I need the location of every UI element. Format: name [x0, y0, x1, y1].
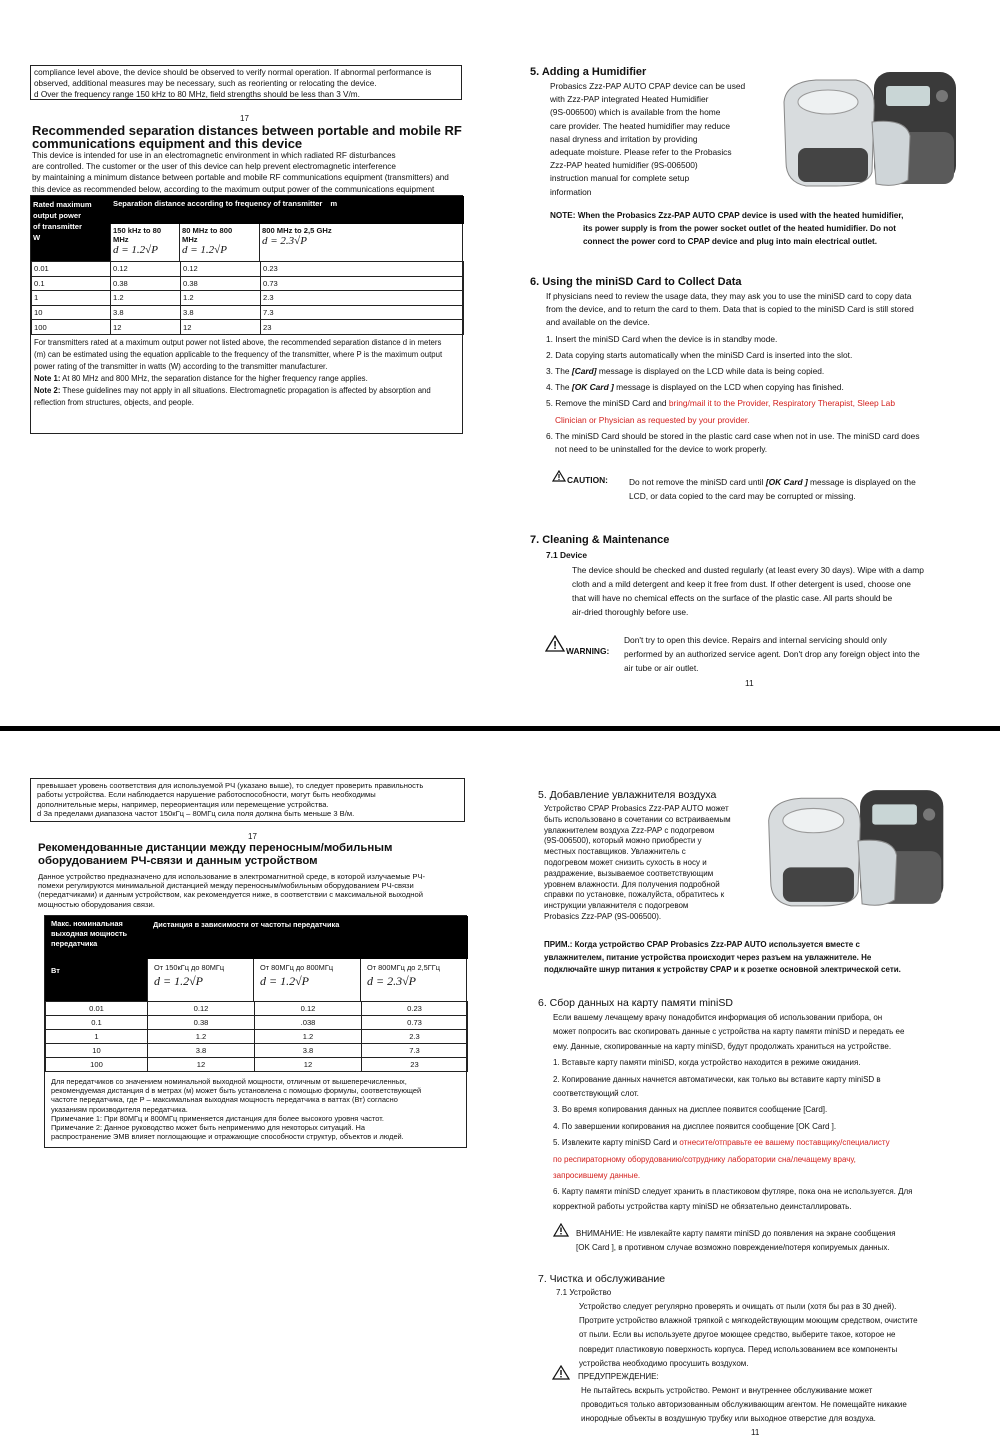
formula: d = 2.3√P: [262, 235, 307, 247]
table-footer: Для передатчиков со значением номинальной выходной мощности, отличным от вышеперечисленных, рекомендуемая дистанция d в метрах (м) может быть установлена с помощью формулы, соответствующей частоте передатчика, где P – максимальная выходная мощность передатчика в ваттах (Вт) согласно указаниям производителя передатчика. Примечание 1: При 80МГц и 800МГц применяется дистанция для более высокого уровня частот. Примечание 2: Данное руководство может быть неприменимо для некоторых ситуаций. На распространение ЭМВ влияет поглощающие и отражающие способности структур, объектов и людей.: [44, 1072, 467, 1148]
top-separation-table: Rated maximum output power of transmitter W Separation distance according to frequency of transmitter m 150 kHz to 80 MHz d = 1.2√P 80 MHz to 800 MHz d = 1.2√P 800 MHz to 2,5 GHz d = 2.3√P 0.01 0.12 0.12 0.23 0.1 0.38 0.38 0.73 1 1.2 1.2 2.3 10 3.8 3.8 7.3 100 12 12 23 For transmitters rated at a maximum output power not listed above, the recommended separation distance d in meters (m) can be estimated using the equation applicable to the frequency of the transmitter, where P is the maximum output power rating of the transmitter in watts (W) according to the transmitter manufacturer. Note 1: At 80 MHz and 800 MHz, the separation distance for the higher frequency range applies. Note 2: These guidelines may not apply in all situations. Electromagnetic propagation is affected by absorption and reflection from structures, objects, and people.: [30, 195, 463, 434]
top-s71-title: 7.1 Device: [546, 550, 587, 560]
table-body: [45, 1001, 468, 1072]
top-left-title: Recommended separation distances between portable and mobile RF communications equipment and this device: [32, 123, 462, 151]
top-left-page-number: 17: [240, 114, 249, 123]
formula: d = 1.2√P: [182, 244, 227, 256]
bottom-right-page-number: 11: [751, 1428, 760, 1437]
bottom-s5-title: 5. Добавление увлажнителя воздуха: [538, 789, 717, 801]
bottom-left-page-number: 17: [248, 832, 257, 841]
bottom-s71-body: Устройство следует регулярно проверять и очищать от пыли (хотя бы раз в 30 дней). Протрите устройство влажной тряпкой с мягкодействующим моющим средством, очистите от пыли. Если вы используете другое моющее средство, выберите такое, которое не повредит пластиковую поверхность корпуса. Перед использованием все компоненты устройства необходимо просушить воздухом.: [579, 1302, 918, 1368]
hdr-separation: Separation distance according to frequency of transmitter: [113, 199, 323, 208]
formula: d = 1.2√P: [260, 974, 310, 988]
top-s6-body: If physicians need to review the usage data, they may ask you to use the miniSD card to copy data from the device, and to return the card to them. Data that is copied to the miniSD Card is still stored and available on the device. 1. Insert the miniSD Card when the device is in standby mode. 2. Data copying starts automatically when the miniSD Card is inserted into the slot. 3. The [Card] message is displayed on the LCD while data is being copied. 4. The [OK Card ] message is displayed on the LCD when copying has finished. 5. Remove the miniSD Card and bring/mail it to the Provider, Respiratory Therapist, Sleep Lab Clinician or Physician as requested by your provider. 6. The miniSD Card should be stored in the plastic card case when not in use. The miniSD card does not need to be uninstalled for the device to work properly.: [546, 291, 920, 455]
col-150khz: От 150кГц до 80МГц: [154, 963, 225, 972]
humidifier-image: [776, 62, 964, 192]
top-s5-title: 5. Adding a Humidifier: [530, 66, 647, 78]
bottom-left-note-box: превышает уровень соответствия для используемой РЧ (указано выше), то следует проверить правильность работы устройства. Если наблюдается нарушение работоспособности, могут быть необходимы дополнительные меры, например, переориентация или перемещение устройства. d За пределами диапазона частот 150кГц – 80МГц сила поля должна быть меньше 3 В/м.: [30, 778, 465, 822]
note-line: compliance level above, the device should be observed to verify normal operation. If abnormal performance is: [34, 68, 432, 77]
top-left-note-box: [30, 65, 462, 100]
top-s5-body: Probasics Zzz-PAP AUTO CPAP device can be used with Zzz-PAP integrated Heated Humidifier (9S-006500) which is available from the home care provider. The heated humidifier may reduce nasal dryness and irritation by providing adequate moisture. Please refer to the Probasics Zzz-PAP heated humidifier (9S-006500) instruction manual for complete setup information: [550, 81, 746, 197]
col-80mhz: От 80МГц до 800МГц: [260, 963, 334, 972]
table-row: 100 12 12 23: [46, 1058, 468, 1072]
top-s7-title: 7. Cleaning & Maintenance: [530, 534, 670, 546]
warning-triangle-icon: [545, 635, 565, 652]
top-s6-title: 6. Using the miniSD Card to Collect Data: [530, 276, 742, 288]
warning-triangle-icon: [553, 1223, 569, 1237]
note-line: d Over the frequency range 150 kHz to 80 MHz, field strengths should be less than 3 V/m.: [34, 90, 360, 100]
table-body: [31, 261, 464, 335]
table-row: 1 1.2 1.2 2.3: [32, 291, 464, 306]
table-row: 100 12 12 23: [32, 320, 464, 335]
table-row: 0.01 0.12 0.12 0.23: [32, 262, 464, 277]
table-row: 0.1 0.38 .038 0.73: [46, 1016, 468, 1030]
top-note: NOTE: When the Probasics Zzz-PAP AUTO CPAP device is used with the heated humidifier, its power supply is from the power socket outlet of the heated humidifier. Do not connect the power cord to CPAP device and plug into main electrical outlet.: [550, 211, 904, 247]
note-line: observed, additional measures may be necessary, such as reorienting or relocating the device.: [34, 79, 377, 89]
bottom-s6-title: 6. Сбор данных на карту памяти miniSD: [538, 997, 733, 1009]
table-row: 10 3.8 3.8 7.3: [46, 1044, 468, 1058]
bottom-left-intro: Данное устройство предназначено для использование в электромагнитной среде, в которой излучаемые РЧ- помехи регулируются минимальной дистанцией между переносным/мобильным оборудованием РЧ-связи (передатчиками) и данным устройством, как рекомендуется ниже, в соответствии с максимальной выходной мощностью оборудования связи.: [38, 872, 426, 909]
top-right-page-number: 11: [745, 678, 754, 688]
warning-triangle-icon: [552, 1365, 570, 1380]
bottom-s6-body: Если вашему лечащему врачу понадобится информация об использовании прибора, он может попросить вас скопировать данные с устройства на карту памяти miniSD и передать ее ему. Данные, скопированные на карту miniSD, будут продолжать храниться на устройстве. 1. Вставьте карту памяти miniSD, когда устройство находится в режиме ожидания. 2. Копирование данных начнется автоматически, как только вы вставите карту miniSD в соответствующий слот. 3. Во время копирования данных на дисплее появится сообщение [Card]. 4. По завершении копирования на дисплее появится сообщение [OK Card ]. 5. Извлеките карту miniSD Card и отнесите/отправьте ее вашему поставщику/специалисту по респираторному оборудованию/сотруднику лаборатории сна/лечащему врачу, запросившему данные. 6. Карту памяти miniSD следует хранить в пластиковом футляре, пока она не используется. Для корректной работы устройства карту miniSD не обязательно деинсталлировать.: [553, 1013, 913, 1211]
col-150khz: 150 kHz to 80: [113, 226, 162, 235]
table-row: 0.1 0.38 0.38 0.73: [32, 276, 464, 291]
table-row: 1 1.2 1.2 2.3: [46, 1030, 468, 1044]
bottom-note: ПРИМ.: Когда устройство CPAP Probasics Zzz-PAP AUTO используется вместе с увлажнителем, питание устройства происходит через разъем на увлажнителе. Не подключайте шнур питания к устройству CPAP и к розетке основной электрической сети.: [544, 940, 901, 975]
col-800mhz: 800 MHz to 2,5 GHz: [262, 226, 332, 235]
hdr-separation: Дистанция в зависимости от частоты передатчика: [153, 920, 340, 929]
col-80mhz: 80 MHz to 800: [182, 226, 233, 235]
table-row: 10 3.8 3.8 7.3: [32, 305, 464, 320]
formula: d = 2.3√P: [367, 974, 417, 988]
top-s71-body: The device should be checked and dusted regularly (at least every 30 days). Wipe with a damp cloth and a mild detergent and keep it free from dust. If other detergent is used, choose one that will have no chemical effects on the surface of the plastic case. All parts should be air-dried thoroughly before use.: [572, 565, 924, 617]
top-left-intro: This device is intended for use in an electromagnetic environment in which radiated RF disturbances are controlled. The customer or the user of this device can help prevent electromagnetic interference by maintaining a minimum distance between portable and mobile RF communications equipment (transmitters) and this device as recommended below, according to the maximum output power of the communications equipment: [32, 151, 449, 194]
page-divider: [0, 726, 1000, 731]
table-footer: For transmitters rated at a maximum output power not listed above, the recommended separation distance d in meters (m) can be estimated using the equation applicable to the frequency of the transmitter, where P is the maximum output power rating of the transmitter in watts (W) according to the transmitter manufacturer. Note 1: At 80 MHz and 800 MHz, the separation distance for the higher frequency range applies. Note 2: These guidelines may not apply in all situations. Electromagnetic propagation is affected by absorption and reflection from structures, objects, and people.: [30, 335, 463, 434]
bottom-separation-table: Макс. номинальная выходная мощность передатчика Вт Дистанция в зависимости от частоты передатчика От 150кГц до 80МГц d = 1.2√P От 80МГц до 800МГц d = 1.2√P От 800МГц до 2,5ГГц d = 2.3√P 0.01 0.12 0.12 0.23 0.1 0.38 .038 0.73 1 1.2 1.2 2.3 10 3.8 3.8 7.3 100 12 12 23 Для передатчиков со значением номинальной выходной мощности, отличным от вышеперечисленных, рекомендуемая дистанция d в метрах (м) может быть установлена с помощью формулы, соответствующей частоте передатчика, где P – максимальная выходная мощность передатчика в ваттах (Вт) согласно указаниям производителя передатчика. Примечание 1: При 80МГц и 800МГц применяется дистанция для более высокого уровня частот. Примечание 2: Данное руководство может быть неприменимо для некоторых ситуаций. На распространение ЭМВ влияет поглощающие и отражающие способности структур, объектов и людей.: [44, 915, 467, 1148]
humidifier-image: [758, 780, 954, 912]
table-row: 0.01 0.12 0.12 0.23: [46, 1002, 468, 1016]
bottom-s5-body: Устройство CPAP Probasics Zzz-PAP AUTO может быть использовано в сочетании со встраиваемым увлажнителем воздуха Zzz-PAP с подогревом (9S-006500), который можно приобрести у местных поставщиков. Увлажнитель с подогревом может снизить сухость в носу и раздражение, вызываемое соответствующим уровнем влажности. Для получения подробной справки по установке, пожалуйста, обратитесь к инструкции увлажнителя с подогревом Probasics Zzz-PAP (9S-006500).: [544, 804, 731, 921]
warning-triangle-icon: [552, 470, 566, 482]
bottom-left-title: Рекомендованные дистанции между переносным/мобильным оборудованием РЧ-связи и данным устройством: [38, 842, 393, 867]
formula: d = 1.2√P: [154, 974, 204, 988]
bottom-s71-title: 7.1 Устройство: [556, 1288, 612, 1297]
hdr-power: Rated maximum: [33, 200, 92, 209]
hdr-power: Макс. номинальная: [51, 919, 123, 928]
formula: d = 1.2√P: [113, 244, 158, 256]
bottom-s7-title: 7. Чистка и обслуживание: [538, 1273, 666, 1285]
col-800mhz: От 800МГц до 2,5ГГц: [367, 963, 440, 972]
